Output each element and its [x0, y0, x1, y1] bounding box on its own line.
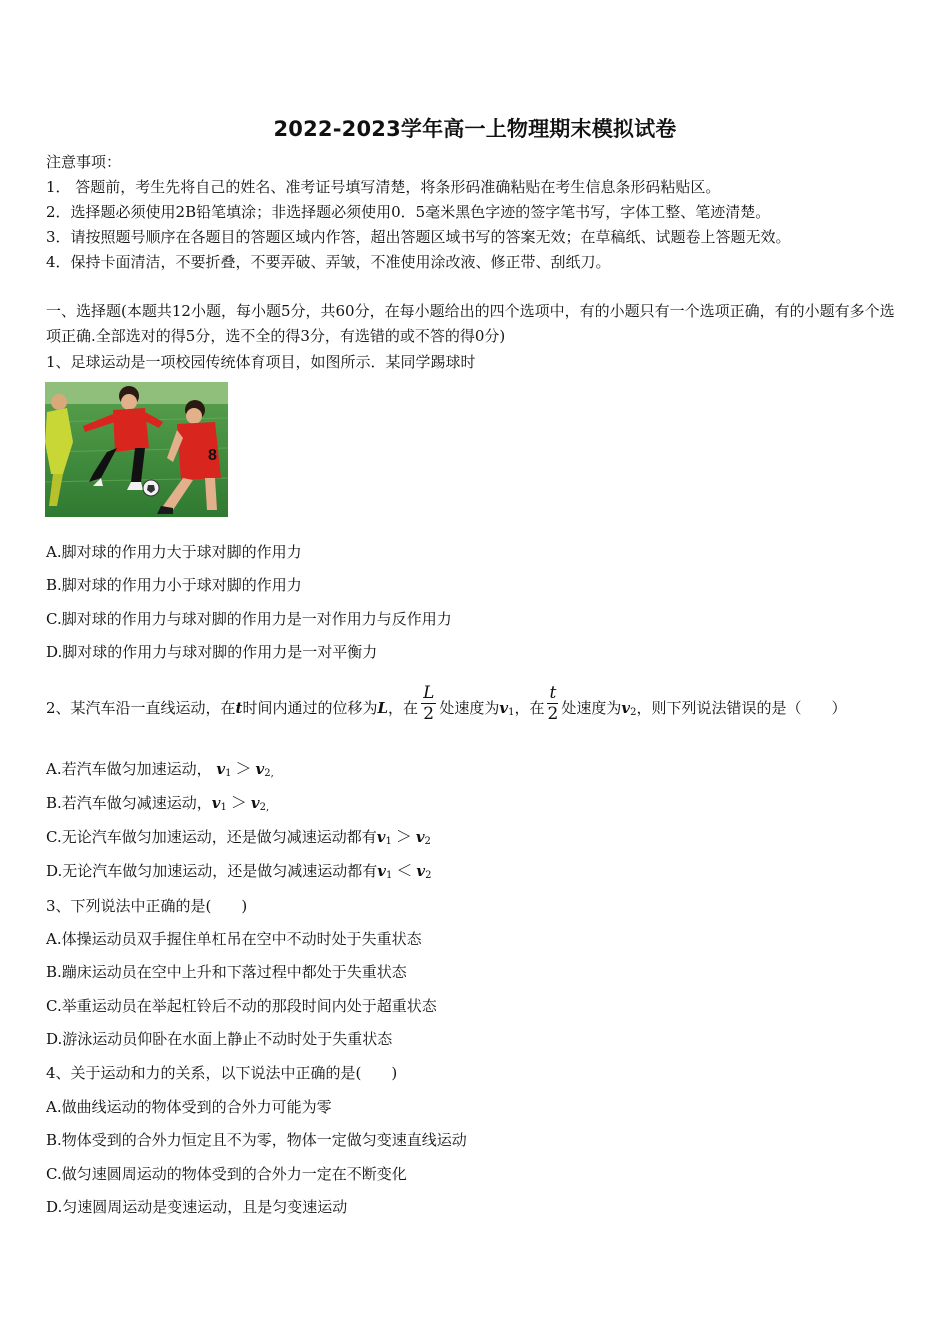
sub: 1	[225, 768, 232, 779]
var-v: v	[255, 760, 265, 778]
var-v: v	[377, 862, 386, 880]
question-3-option-b: B.蹦床运动员在空中上升和下落过程中都处于失重状态	[46, 963, 407, 981]
q2-var-l: L	[377, 699, 389, 717]
comparison: ＞	[235, 759, 252, 778]
notice-item-4: 4．保持卡面清洁，不要折叠，不要弄破、弄皱，不准使用涂改液、修正带、刮纸刀。	[46, 253, 611, 271]
question-4-option-d: D.匀速圆周运动是变速运动，且是匀变速运动	[46, 1198, 348, 1216]
q2-sub: 1	[508, 707, 515, 718]
q2-sub: 2	[630, 707, 637, 718]
var-v: v	[211, 794, 221, 812]
var-v: v	[416, 862, 426, 880]
comparison: ＞	[230, 793, 247, 812]
sub: 1	[220, 802, 227, 813]
q2-text-4: 处速度为	[439, 699, 500, 717]
notice-item-1: 1． 答题前，考生先将自己的姓名、准考证号填写清楚，将条形码准确粘贴在考生信息条形码粘贴区。	[46, 178, 721, 196]
question-2-option-b	[46, 793, 269, 818]
svg-text:8: 8	[208, 447, 217, 464]
q2-var-t: t	[235, 699, 243, 717]
question-4-option-c: C.做匀速圆周运动的物体受到的合外力一定在不断变化	[46, 1165, 407, 1183]
question-2-option-d	[46, 861, 431, 886]
sub: 1	[385, 836, 392, 847]
question-1-option-c: C.脚对球的作用力与球对脚的作用力是一对作用力与反作用力	[46, 610, 452, 628]
sub: 2	[425, 870, 432, 881]
question-3-stem: 3、下列说法中正确的是( )	[46, 897, 248, 915]
q2-text-1: 2、某汽车沿一直线运动，在	[46, 699, 236, 717]
q2-text-3: ，在	[388, 699, 419, 717]
q2-text-5: ，在	[514, 699, 545, 717]
q2-text-7: ，则下列说法错误的是（ ）	[636, 699, 847, 717]
question-1-option-b: B.脚对球的作用力小于球对脚的作用力	[46, 576, 302, 594]
tail: ,	[270, 768, 274, 779]
var-v: v	[216, 760, 226, 778]
option-text: B.若汽车做匀减速运动，	[46, 794, 212, 812]
notice-item-3: 3．请按照题号顺序在各题目的答题区域内作答，超出答题区域书写的答案无效；在草稿纸、试题卷上答题无效。	[46, 228, 791, 246]
q2-var-v: v	[499, 699, 509, 717]
question-3-option-a: A.体操运动员双手握住单杠吊在空中不动时处于失重状态	[46, 930, 422, 948]
fraction-t-over-2	[547, 683, 558, 724]
soccer-photo	[45, 382, 228, 517]
question-4-option-a: A.做曲线运动的物体受到的合外力可能为零	[46, 1098, 332, 1116]
q2-text-6: 处速度为	[561, 699, 622, 717]
question-1-option-d: D.脚对球的作用力与球对脚的作用力是一对平衡力	[46, 643, 378, 661]
var-v: v	[376, 828, 386, 846]
question-4-option-b: B.物体受到的合外力恒定且不为零，物体一定做匀变速直线运动	[46, 1131, 467, 1149]
sub: 2	[264, 768, 271, 779]
question-2-stem	[46, 678, 846, 738]
exam-title: 2022-2023学年高一上物理期末模拟试卷	[273, 117, 677, 141]
notice-item-2: 2．选择题必须使用2B铅笔填涂；非选择题必须使用0．5毫米黑色字迹的签字笔书写，字体工整、笔迹清楚。	[46, 203, 771, 221]
question-4-stem: 4、关于运动和力的关系，以下说法中正确的是( )	[46, 1064, 398, 1082]
option-text: D.无论汽车做匀加速运动，还是做匀减速运动都有	[46, 862, 378, 880]
frac-numerator: t	[549, 682, 557, 703]
sub: 2	[424, 836, 431, 847]
fraction-l-over-2	[421, 683, 436, 724]
q2-text-2: 时间内通过的位移为	[242, 699, 378, 717]
option-text: A.若汽车做匀加速运动，	[46, 760, 212, 778]
var-v: v	[415, 828, 425, 846]
question-3-option-c: C.举重运动员在举起杠铃后不动的那段时间内处于超重状态	[46, 997, 437, 1015]
frac-denominator: 2	[423, 703, 435, 724]
sub: 2	[259, 802, 266, 813]
question-1-option-a: A.脚对球的作用力大于球对脚的作用力	[46, 543, 302, 561]
question-2-option-a	[46, 759, 274, 784]
notice-heading: 注意事项：	[46, 153, 122, 171]
q2-var-v: v	[621, 699, 631, 717]
sub: 1	[385, 870, 393, 881]
frac-numerator: L	[423, 682, 435, 703]
comparison: ＞	[395, 827, 412, 846]
question-1-stem: 1、足球运动是一项校园传统体育项目，如图所示．某同学踢球时	[46, 353, 476, 371]
tail: ,	[266, 802, 270, 813]
section-heading: 一、选择题(本题共12小题，每小题5分，共60分，在每小题给出的四个选项中，有的小题只有一个选项正确，有的小题有多个选项正确.全部选对的得5分，选不全的得3分，有选错的或不答的得0分)	[46, 302, 895, 345]
comparison: ＜	[396, 861, 413, 880]
frac-denominator: 2	[547, 703, 559, 724]
question-2-option-c	[46, 827, 431, 852]
var-v: v	[250, 794, 260, 812]
option-text: C.无论汽车做匀加速运动，还是做匀减速运动都有	[46, 828, 377, 846]
question-3-option-d: D.游泳运动员仰卧在水面上静止不动时处于失重状态	[46, 1030, 393, 1048]
